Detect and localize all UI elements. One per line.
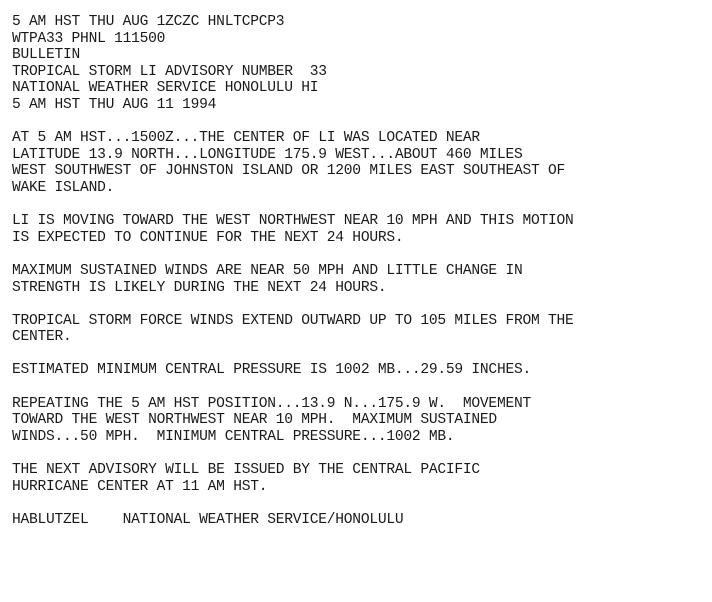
header-line: WTPA33 PHNL 111500 [12, 30, 166, 47]
paragraph-line: WEST SOUTHWEST OF JOHNSTON ISLAND OR 1200 MILES EAST SOUTHEAST OF [12, 163, 565, 180]
paragraph-line: CENTER. [12, 329, 72, 346]
wind-extent-paragraph [12, 313, 702, 346]
paragraph-line: IS EXPECTED TO CONTINUE FOR THE NEXT 24 HOURS. [12, 229, 404, 246]
paragraph-line: TROPICAL STORM FORCE WINDS EXTEND OUTWARD UP TO 105 MILES FROM THE [12, 312, 574, 329]
issue-time: 5 AM HST THU AUG 11 1994 [12, 96, 217, 113]
paragraph-line: TOWARD THE WEST NORTHWEST NEAR 10 MPH. MAXIMUM SUSTAINED [12, 412, 497, 429]
paragraph-line: STRENGTH IS LIKELY DURING THE NEXT 24 HOURS. [12, 279, 387, 296]
forecaster-signature: HABLUTZEL NATIONAL WEATHER SERVICE/HONOLULU [12, 511, 404, 528]
signature-block [12, 512, 702, 529]
advisory-title: TROPICAL STORM LI ADVISORY NUMBER 33 [12, 63, 327, 80]
paragraph-line: WINDS...50 MPH. MINIMUM CENTRAL PRESSURE...1002 MB. [12, 428, 455, 445]
paragraph-line: MAXIMUM SUSTAINED WINDS ARE NEAR 50 MPH AND LITTLE CHANGE IN [12, 262, 523, 279]
advisory-header [12, 14, 702, 114]
paragraph-line: LI IS MOVING TOWARD THE WEST NORTHWEST NEAR 10 MPH AND THIS MOTION [12, 213, 574, 230]
header-line: 5 AM HST THU AUG 1ZCZC HNLTCPCP3 [12, 14, 285, 30]
next-advisory-paragraph [12, 462, 702, 495]
location-paragraph [12, 130, 702, 196]
winds-paragraph [12, 263, 702, 296]
issuing-office: NATIONAL WEATHER SERVICE HONOLULU HI [12, 80, 319, 97]
paragraph-line: REPEATING THE 5 AM HST POSITION...13.9 N...175.9 W. MOVEMENT [12, 395, 531, 412]
paragraph-line: HURRICANE CENTER AT 11 AM HST. [12, 478, 268, 495]
paragraph-line: THE NEXT ADVISORY WILL BE ISSUED BY THE CENTRAL PACIFIC [12, 462, 480, 479]
advisory-document [12, 14, 702, 545]
paragraph-line: AT 5 AM HST...1500Z...THE CENTER OF LI WAS LOCATED NEAR [12, 130, 480, 147]
motion-paragraph [12, 213, 702, 246]
paragraph-line: ESTIMATED MINIMUM CENTRAL PRESSURE IS 1002 MB...29.59 INCHES. [12, 362, 531, 379]
pressure-paragraph [12, 362, 702, 379]
header-line: BULLETIN [12, 47, 81, 64]
paragraph-line: WAKE ISLAND. [12, 179, 115, 196]
paragraph-line: LATITUDE 13.9 NORTH...LONGITUDE 175.9 WEST...ABOUT 460 MILES [12, 146, 523, 163]
repeat-summary-paragraph [12, 396, 702, 446]
